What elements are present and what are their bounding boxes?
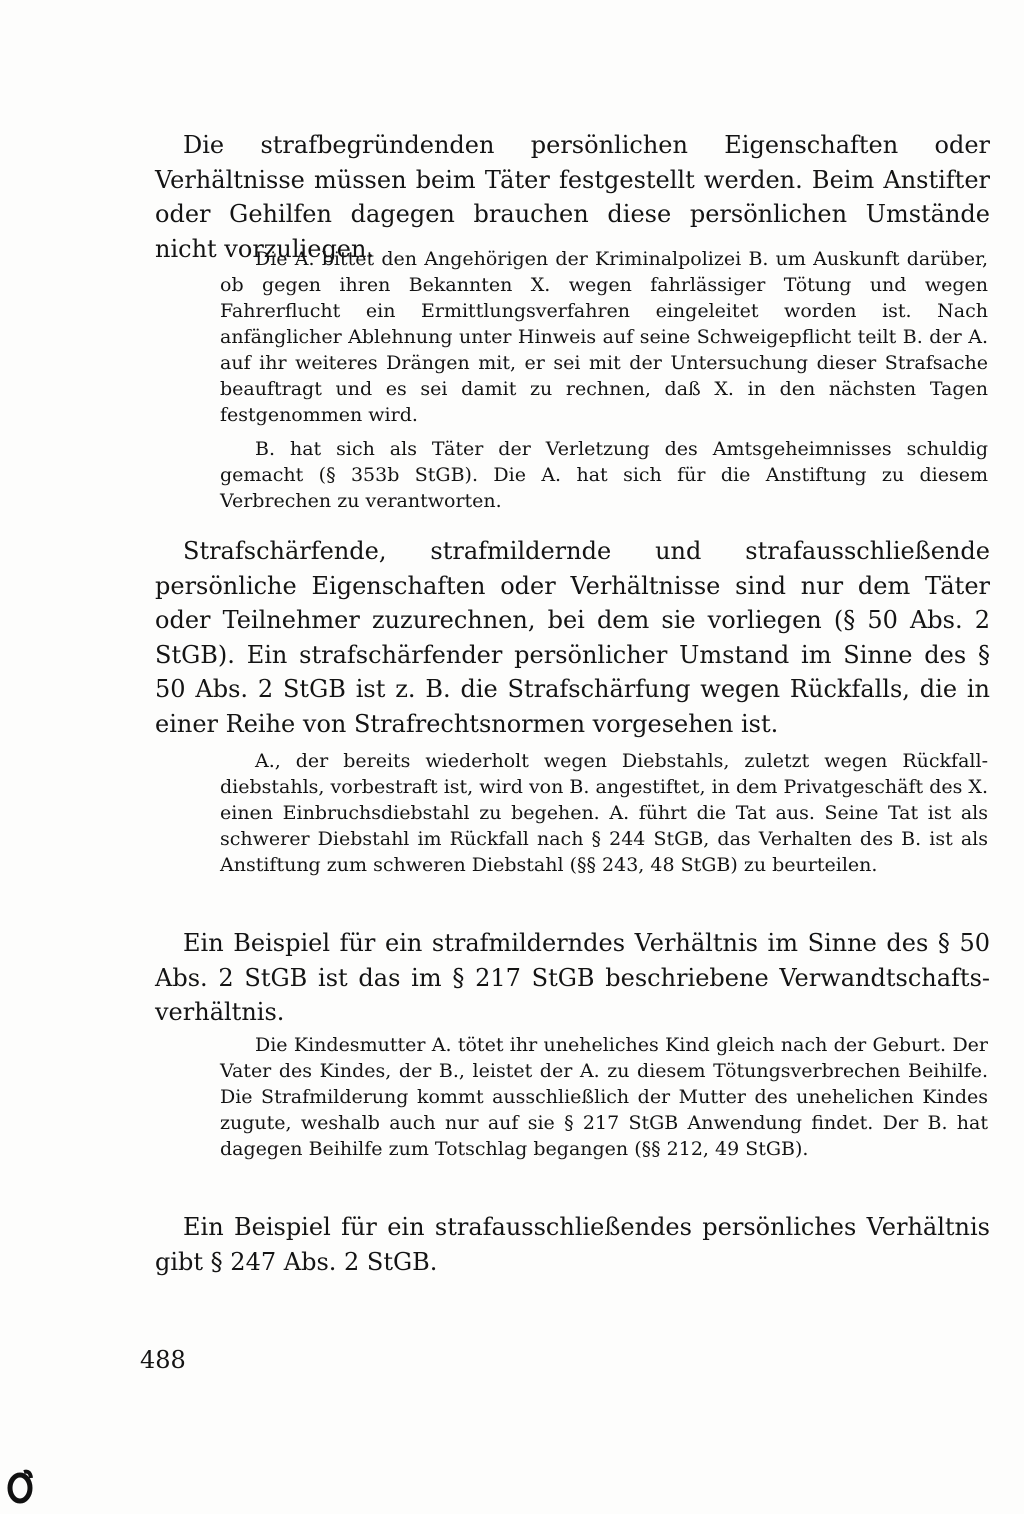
example-paragraph: B. hat sich als Täter der Verletzung des Amtsgeheimnisses schuldig gemacht (§ 353b StGB). Die A. hat sich für die Anstiftung zu diesem Verbrechen zu verantworten. xyxy=(220,438,988,512)
scan-corner-mark-icon xyxy=(4,1466,36,1506)
example-box-repeat-theft xyxy=(220,748,988,878)
example-box-infanticide xyxy=(220,1032,988,1162)
example-paragraph: Die A. bittet den Angehörigen der Kriminalpolizei B. um Auskunft darüber, ob gegen ihren Bekannten X. wegen fahrlässiger Tötung und wegen Fahrerflucht ein Ermittlungsverfahren eingeleitet worden ist. Nach anfänglicher Ablehnung unter Hinweis auf seine Schweigepflicht teilt B. der A. auf ihr weiteres Drängen mit, er sei mit der Untersuchung dieser Strafsache beauftragt und es sei damit zu rechnen, daß X. in den nächsten Tagen festgenommen wird. xyxy=(220,248,988,426)
example-paragraph: A., der bereits wiederholt wegen Diebstahls, zuletzt wegen Rückfalldiebstahls, vorbestraft ist, wird von B. angestiftet, in dem Privatgeschäft des X. einen Einbruchsdiebstahl zu begehen. A. führt die Tat aus. Seine Tat ist als schwerer Diebstahl im Rückfall nach § 244 StGB, das Verhalten des B. ist als Anstiftung zum schweren Diebstahl (§§ 243, 48 StGB) zu beurteilen. xyxy=(220,750,988,876)
example-box-official-secret xyxy=(220,246,988,514)
page-number: 488 xyxy=(140,1346,186,1374)
body-paragraph-aggravating-circumstances: Strafschärfende, strafmildernde und strafausschließende persönliche Eigenschaften oder Verhältnisse sind nur dem Täter oder Teilnehmer zuzurechnen, bei dem sie vorliegen (§ 50 Abs. 2 StGB). Ein strafschärfender persönlicher Umstand im Sinne des § 50 Abs. 2 StGB ist z. B. die Strafschärfung wegen Rückfalls, die in einer Reihe von Strafrechtsnormen vorgesehen ist. xyxy=(155,537,990,738)
body-paragraph-personal-characteristics: Die strafbegründenden persönlichen Eigenschaften oder Verhältnisse müssen beim Täter festgestellt werden. Beim Anstifter oder Gehilfen dagegen brauchen diese persönlichen Umstände nicht vorzuliegen. xyxy=(155,131,990,263)
example-paragraph: Die Kindesmutter A. tötet ihr uneheliches Kind gleich nach der Geburt. Der Vater des Kindes, der B., leistet der A. zu diesem Tötungsverbrechen Beihilfe. Die Strafmilderung kommt ausschließlich der Mutter des unehelichen Kindes zugute, weshalb auch nur auf sie § 217 StGB Anwendung findet. Der B. hat dagegen Beihilfe zum Totschlag begangen (§§ 212, 49 StGB). xyxy=(220,1034,988,1160)
body-paragraph-exempting-relationship: Ein Beispiel für ein strafausschließendes persönliches Verhältnis gibt § 247 Abs. 2 StGB. xyxy=(155,1213,990,1276)
body-paragraph-mitigating-relationship: Ein Beispiel für ein strafmilderndes Verhältnis im Sinne des § 50 Abs. 2 StGB ist das im § 217 StGB beschriebene Verwandtschaftsverhältnis. xyxy=(155,929,990,1026)
